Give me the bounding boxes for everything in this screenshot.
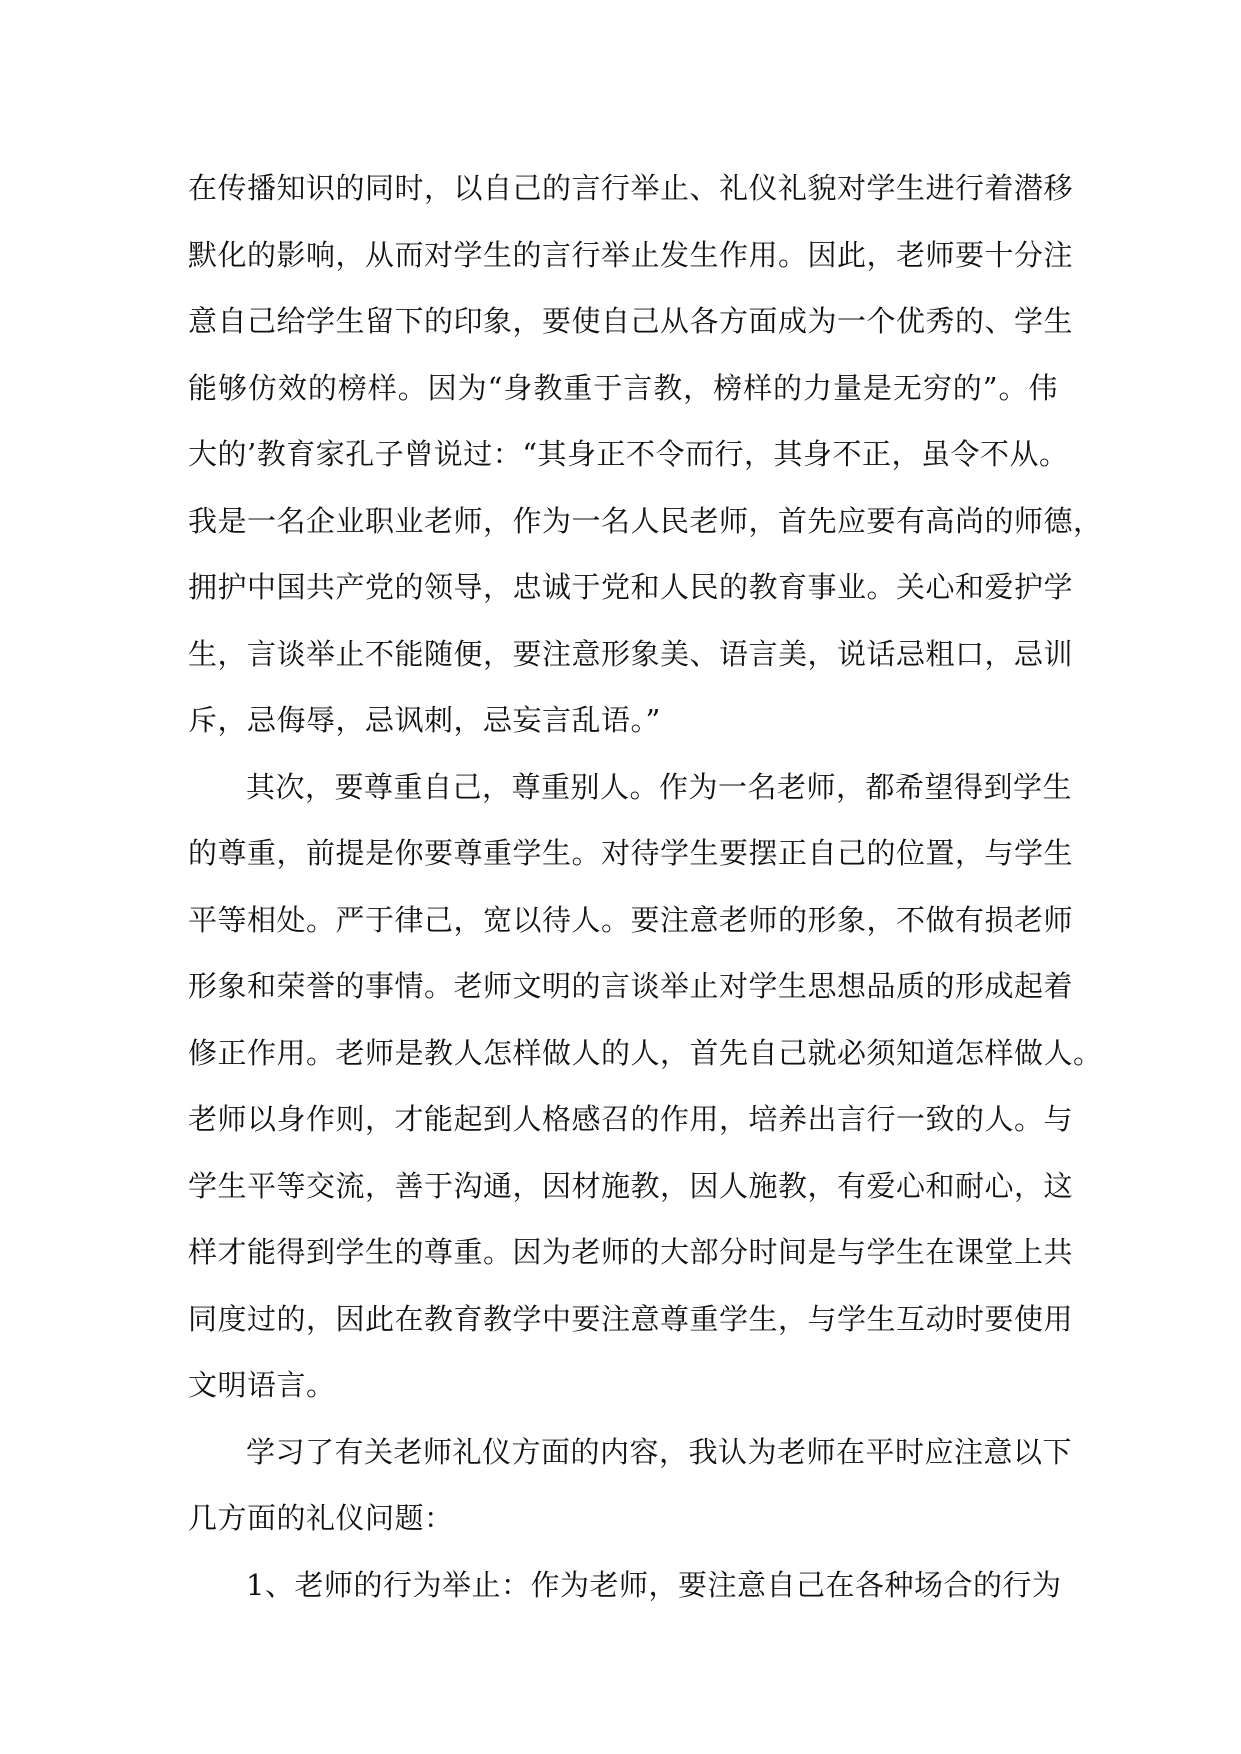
text-line: 平等相处。严于律己，宽以待人。要注意老师的形象，不做有损老师 (188, 902, 1074, 937)
body-text (188, 155, 1103, 1618)
text-line: 同度过的，因此在教育教学中要注意尊重学生，与学生互动时要使用 (188, 1301, 1074, 1336)
text-line: 修正作用。老师是教人怎样做人的人，首先自己就必须知道怎样做人。 (188, 1035, 1103, 1070)
paragraph-first-line: 学习了有关老师礼仪方面的内容，我认为老师在平时应注意以下 (246, 1434, 1073, 1469)
text-line: 学生平等交流，善于沟通，因材施教，因人施教，有爱心和耐心，这 (188, 1168, 1074, 1203)
text-line: 能够仿效的榜样。因为“身教重于言教，榜样的力量是无穷的”。伟 (188, 370, 1058, 405)
text-line: 默化的影响，从而对学生的言行举止发生作用。因此，老师要十分注 (188, 237, 1074, 272)
text-line: 我是一名企业职业老师，作为一名人民老师，首先应要有高尚的师德， (188, 503, 1103, 538)
text-line: 几方面的礼仪问题： (188, 1501, 454, 1535)
list-item-first-line: 1、老师的行为举止：作为老师，要注意自己在各种场合的行为 (246, 1567, 1062, 1602)
paragraph-first-line: 其次，要尊重自己，尊重别人。作为一名老师，都希望得到学生 (246, 769, 1073, 804)
text-line: 生，言谈举止不能随便，要注意形象美、语言美，说话忌粗口，忌训 (188, 636, 1074, 671)
text-line: 文明语言。 (188, 1368, 336, 1402)
text-line: 斥，忌侮辱，忌讽刺，忌妄言乱语。” (188, 703, 661, 737)
text-line: 在传播知识的同时，以自己的言行举止、礼仪礼貌对学生进行着潜移 (188, 171, 1074, 205)
text-line: 的尊重，前提是你要尊重学生。对待学生要摆正自己的位置，与学生 (188, 836, 1074, 870)
text-line: 样才能得到学生的尊重。因为老师的大部分时间是与学生在课堂上共 (188, 1235, 1074, 1269)
text-line: 形象和荣誉的事情。老师文明的言谈举止对学生思想品质的形成起着 (188, 969, 1074, 1003)
text-line: 大的’教育家孔子曾说过：“其身正不令而行，其身不正，虽令不从。 (188, 437, 1069, 471)
text-line: 拥护中国共产党的领导，忠诚于党和人民的教育事业。关心和爱护学 (188, 570, 1074, 604)
text-line: 老师以身作则，才能起到人格感召的作用，培养出言行一致的人。与 (188, 1102, 1074, 1136)
text-line: 意自己给学生留下的印象，要使自己从各方面成为一个优秀的、学生 (188, 304, 1074, 338)
